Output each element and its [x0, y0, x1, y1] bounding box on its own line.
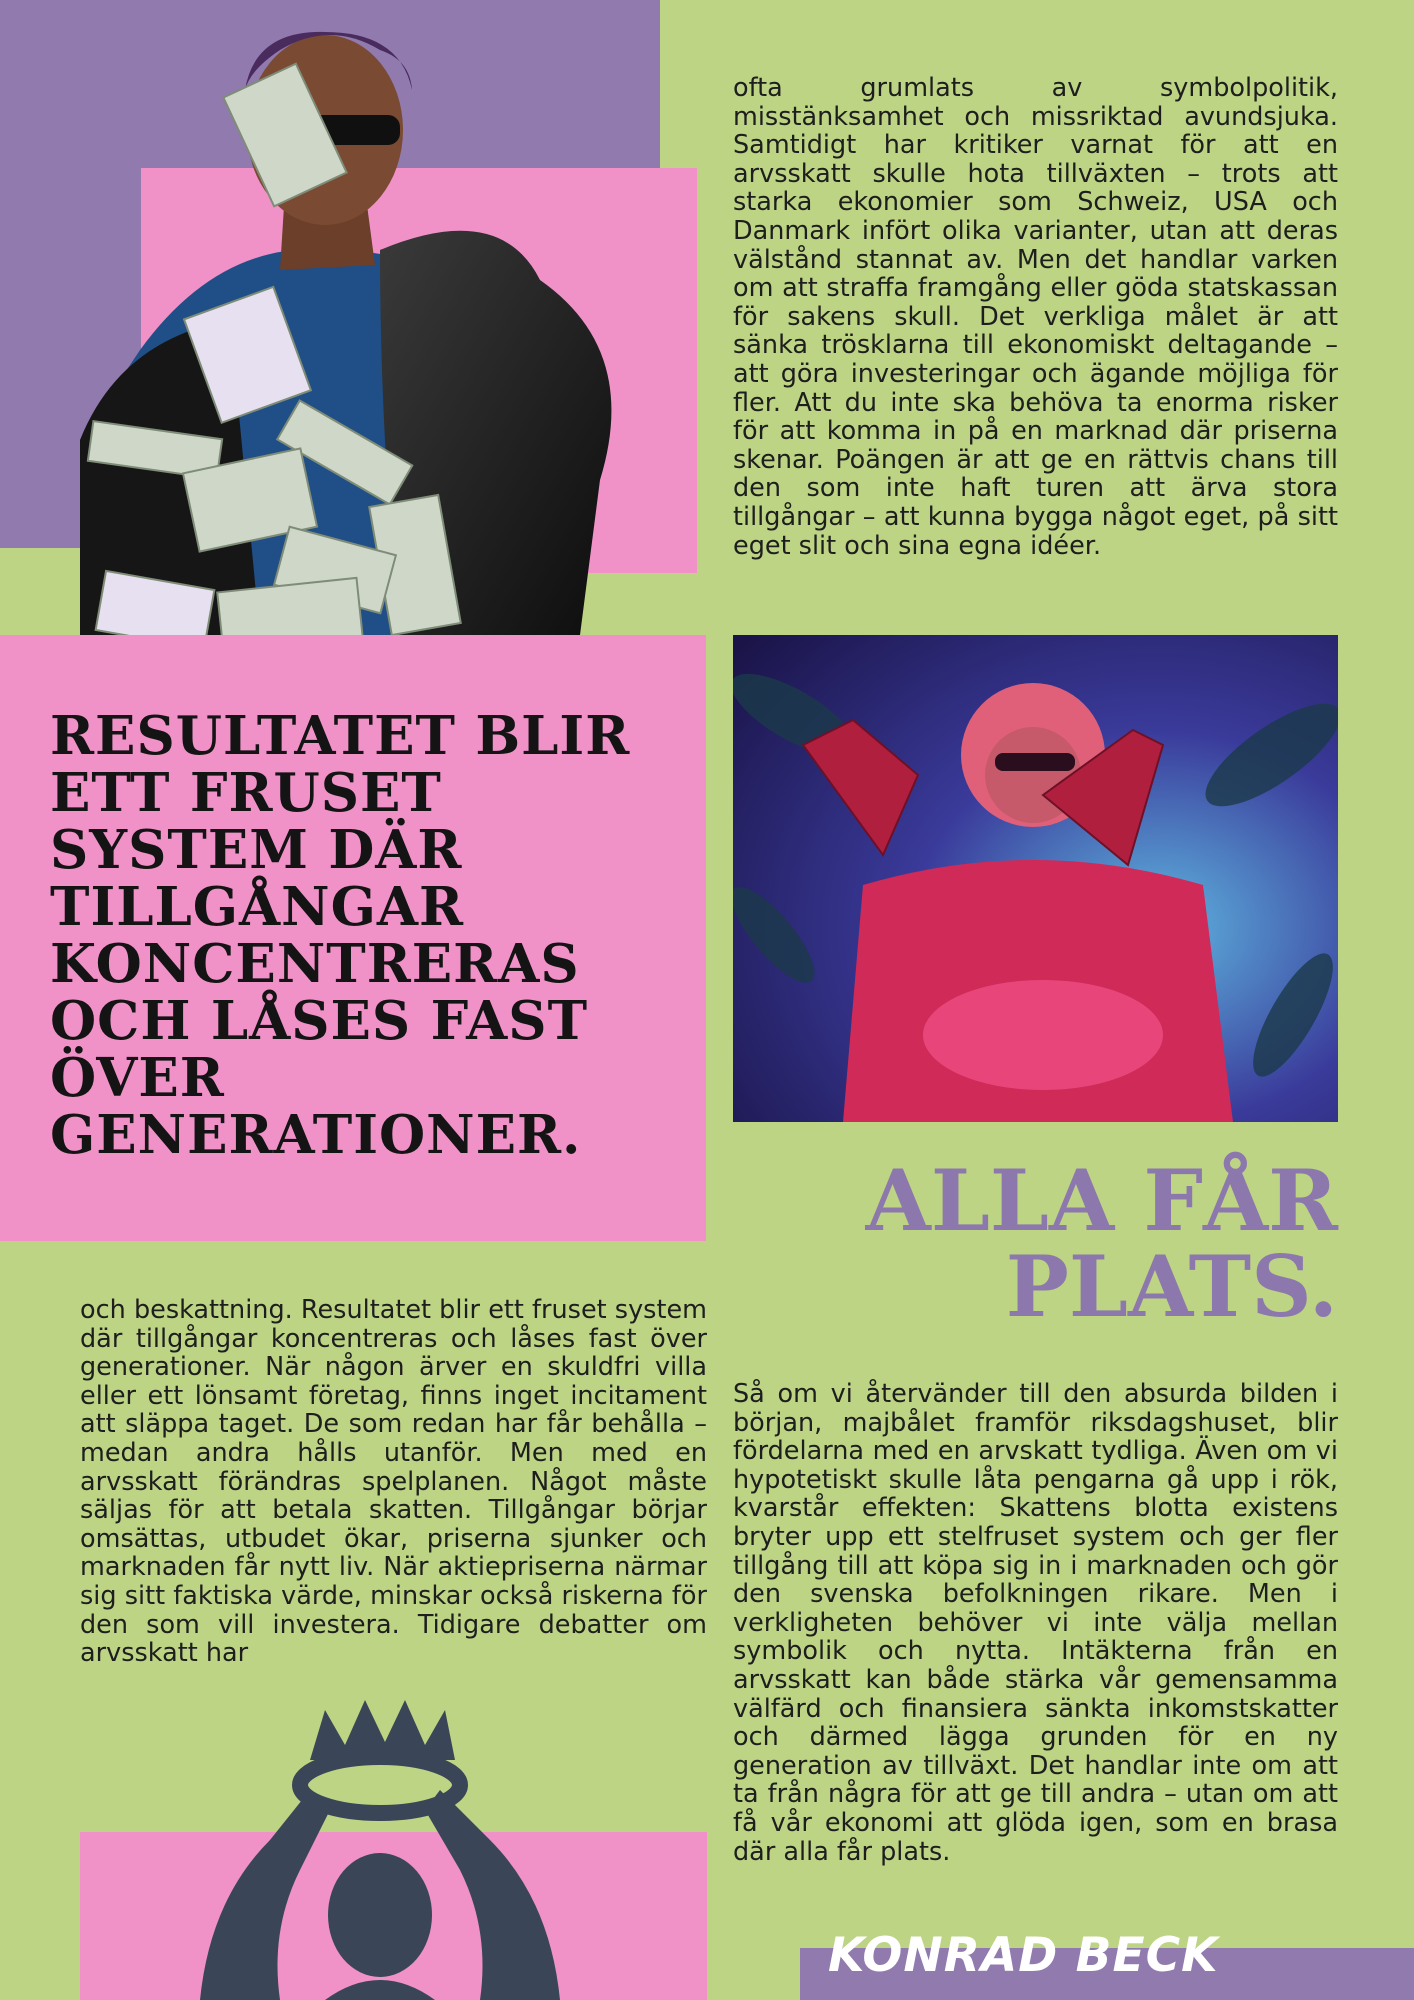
- photo-man-with-money: [80, 20, 640, 635]
- article-column-left-bottom: och beskattning. Resultatet blir ett fruset system där tillgångar koncentreras och låses fast över generationer. När någon ärver en skuldfri villa eller ett lönsamt företag, finns inget incitament att släppa taget. De som redan har får behålla – medan andra hålls utanför. Men med en arvsskatt förändras spelplanen. Något måste säljas för att betala skatten. Tillgångar börjar omsättas, utbudet ökar, priserna sjunker och marknaden får nytt liv. När aktiepriserna närmar sig sitt faktiska värde, minskar också riskerna för den som vill investera. Tidigare debatter om arvsskatt har: [80, 1295, 707, 1669]
- photo-statue-with-crown: [140, 1700, 660, 2000]
- article-column-right-top: ofta grumlats av symbolpolitik, misstänksamhet och missriktad avundsjuka. Samtidigt har kritiker varnat för att en arvsskatt skulle hota tillväxten – trots att starka ekonomier som Schweiz, USA och Danmark infört olika varianter, utan att deras välstånd stannat av. Men det handlar varken om att straffa framgång eller göda statskassan för sakens skull. Det verkliga målet är att sänka trösklarna till ekonomiskt deltagande – att göra investeringar och ägande möjliga för fler. Att du inte ska behöva ta enorma risker för att komma in på en marknad där priserna skenar. Poängen är att ge en rättvis chans till den som inte haft turen att ärva stora tillgångar – att kunna bygga något eget, på sitt eget slit och sina egna idéer.: [733, 73, 1338, 561]
- pull-quote: RESULTATET BLIR ETT FRUSET SYSTEM DÄR TILLGÅNGAR KONCENTRERAS OCH LÅSES FAST ÖVER GENERATIONER.: [50, 705, 631, 1166]
- article-column-right-bottom: Så om vi återvänder till den absurda bilden i början, majbålet framför riksdagshuset, blir fördelarna med en arvskatt tydliga. Även om vi hypotetiskt skulle låta pengarna gå upp i rök, kvarstår effekten: Skattens blotta existens bryter upp ett stelfruset system och ger fler tillgång till att köpa sig in i marknaden och gör den svenska befolkningen rikare. Men i verkligheten behöver vi inte välja mellan symbolik och nytta. Intäkterna från en arvsskatt kan både stärka vår gemensamma välfärd och finansiera sänkta inkomstskatter och därmed lägga grunden för en ny generation av tillväxt. Det handlar inte om att ta från några för att ge till andra – utan om att få vår ekonomi att glöda igen, som en brasa där alla får plats.: [733, 1379, 1338, 1867]
- photo-woman-with-money: [733, 635, 1338, 1122]
- headline: ALLA FÅR PLATS.: [865, 1151, 1338, 1336]
- author-signature: KONRAD BECK: [828, 1928, 1219, 1983]
